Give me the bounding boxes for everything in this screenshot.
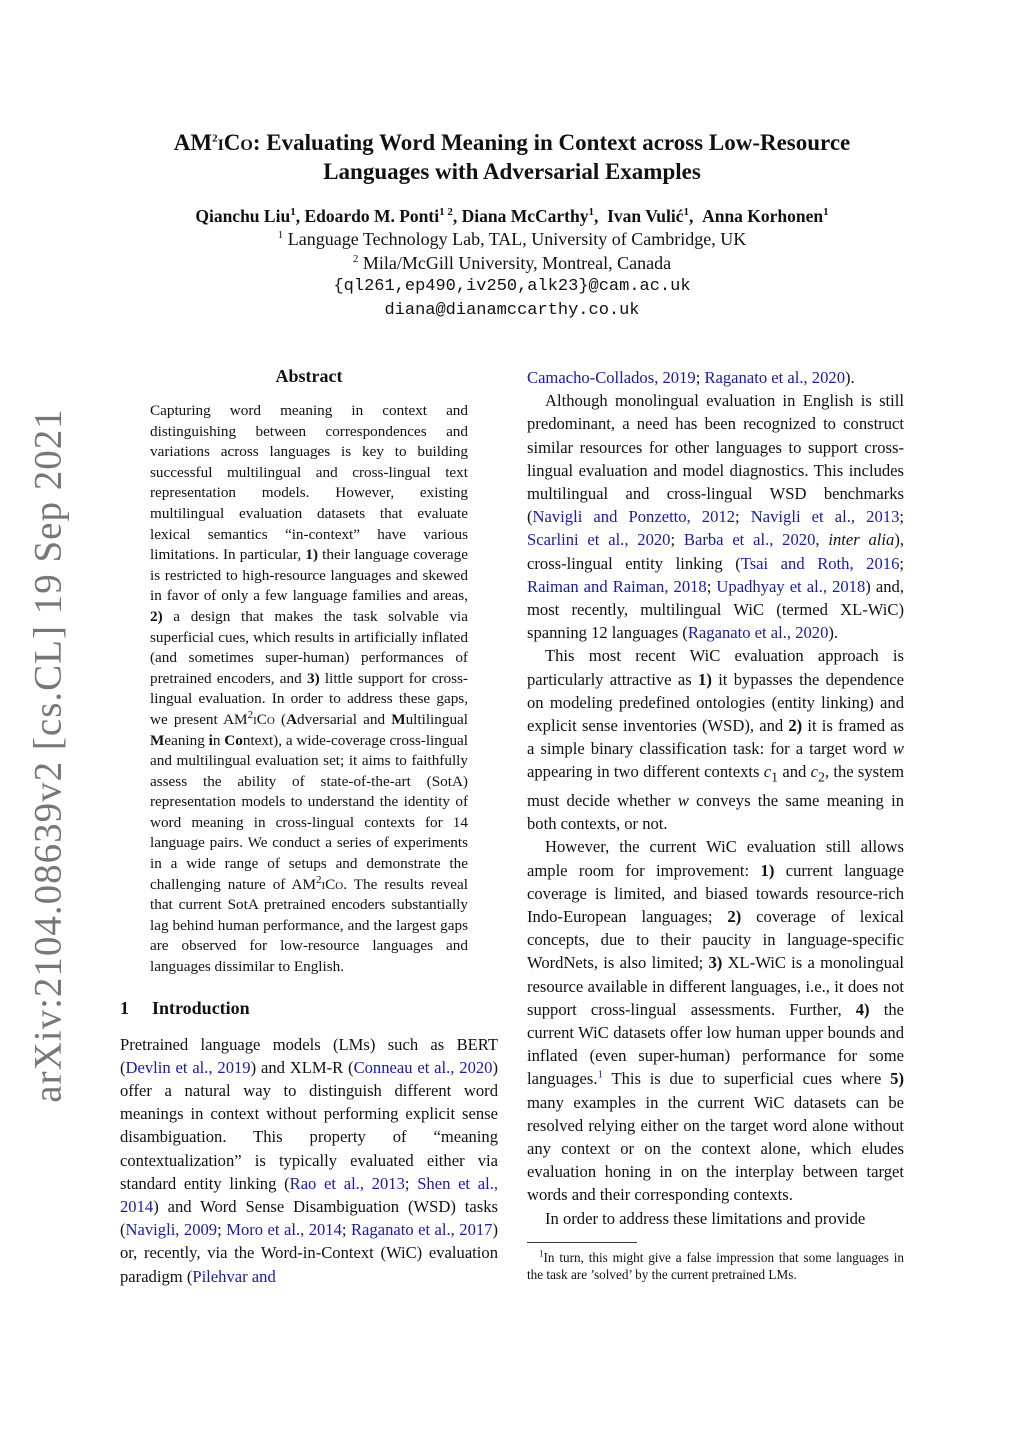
citation-link[interactable]: Navigli, 2009: [125, 1220, 218, 1240]
citation-link[interactable]: Barba et al., 2020: [683, 530, 816, 550]
abstract-heading: Abstract: [275, 366, 343, 386]
dataset-name: $AM^2iCo$:: [173, 130, 261, 155]
citation-link[interactable]: Tsai and Roth, 2016: [740, 553, 900, 573]
body-paragraph: In order to address these limitations and provide: [545, 1208, 866, 1228]
body-paragraph: This most recent WiC evaluation approach is particularly attractive as 1) it bypasses the dependence on modeling predefined ontologies (entity linking) and explicit sense inventories (WSD), and 2) it is framed as a simple binary classification task: for a target word w appearing in two different contexts $c_1$ and $c_2$, the system must decide whether w conveys the same meaning in both contexts, or not.: [527, 646, 904, 834]
citation-link[interactable]: Pilehvar and: [192, 1266, 276, 1286]
paper-header: [0, 128, 1024, 323]
body-paragraph: Pretrained language models (LMs) such as BERT (Devlin et al., 2019) and XLM-R (Conneau et al., 2020) offer a natural way to distinguish different word meanings in context without performing explicit sense disambiguation. This property of “meaning contextualization” is typically evaluated either via standard entity linking (Rao et al., 2013; Shen et al., 2014) and Word Sense Disambiguation (WSD) tasks (Navigli, 2009; Moro et al., 2014; Raganato et al., 2017) or, recently, via the Word-in-Context (WiC) evaluation paradigm (Pilehvar and: [120, 1034, 499, 1286]
author: Anna Korhonen$^1$: [702, 206, 829, 226]
right-column: [527, 366, 904, 1283]
citation-link[interactable]: Scarlini et al., 2020: [527, 530, 671, 550]
paper-title: [0, 128, 1024, 186]
author: Qianchu Liu$^1$,: [195, 206, 301, 226]
abstract-text: Capturing word meaning in context and distinguishing between correspondences and variations across languages is key to building successful multilingual and cross-lingual text representation models. However, existing multilingual evaluation datasets that evaluate lexical semantics “in-context” have various limitations. In particular, 1) their language coverage is restricted to high-resource languages and skewed in favor of only a few language families and areas, 2) a design that makes the task solvable via superficial cues, which results in artificially inflated (and sometimes super-human) performances of pretrained encoders, and 3) little support for cross-lingual evaluation. In order to address these gaps, we present $AM^2iCo$ (Adversarial and Multilingual Meaning in Context), a wide-coverage cross-lingual and multilingual evaluation set; it aims to faithfully assess the ability of state-of-the-art (SotA) representation models to understand the identity of word meaning in cross-lingual contexts for 14 language pairs. We conduct a series of experiments in a wide range of setups and demonstrate the challenging nature of $AM^2iCo$. The results reveal that current SotA pretrained encoders substantially lag behind human performance, and the largest gaps are observed for low-resource languages and languages dissimilar to English.: [150, 402, 468, 976]
footnote-divider: [527, 1242, 637, 1243]
footnote-marker[interactable]: 1: [597, 1068, 603, 1081]
section-heading: 1 Introduction: [120, 997, 250, 1018]
affiliation: $^1$ Language Technology Lab, TAL, University of Cambridge, UK: [277, 229, 747, 249]
author: Edoardo M. Ponti$^{1 2}$,: [304, 206, 458, 226]
left-column: [120, 366, 498, 1288]
email-address: {ql261,ep490,iv250,alk23}@cam.ac.uk: [333, 277, 691, 296]
author: Ivan Vulić$^1$,: [607, 206, 694, 226]
body-paragraph: Although monolingual evaluation in English is still predominant, a need has been recognized to construct similar resources for other languages to support cross-lingual evaluation and model diagnostics. This includes multilingual and cross-lingual WSD benchmarks (Navigli and Ponzetto, 2012; Navigli et al., 2013; Scarlini et al., 2020; Barba et al., 2020, inter alia), cross-lingual entity linking (Tsai and Roth, 2016; Raiman and Raiman, 2018; Upadhyay et al., 2018) and, most recently, multilingual WiC (termed XL-WiC) spanning 12 languages (Raganato et al., 2020).: [527, 391, 904, 643]
title-line-2: Languages with Adversarial Examples: [323, 159, 701, 184]
author-list: [0, 206, 1024, 227]
citation-link[interactable]: Rao et al., 2013: [289, 1173, 405, 1193]
email-address: diana@dianamccarthy.co.uk: [384, 301, 640, 320]
citation-link[interactable]: Raganato et al., 2020: [687, 623, 829, 643]
citation-link[interactable]: Moro et al., 2014: [226, 1220, 342, 1240]
citation-link[interactable]: Conneau et al., 2020: [353, 1057, 493, 1077]
affiliation: $^2$ Mila/McGill University, Montreal, Canada: [352, 253, 672, 273]
citation-link[interactable]: Shen et al., 2014: [120, 1173, 499, 1217]
footnote: $^1$In turn, this might give a false impression that some languages in the task are ’solved’ by the current pretrained LMs.: [527, 1248, 904, 1282]
citation-link[interactable]: Raiman and Raiman, 2018: [527, 576, 707, 596]
body-paragraph: Camacho-Collados, 2019; Raganato et al., 2020).: [527, 368, 855, 387]
body-paragraph: However, the current WiC evaluation still allows ample room for improvement: 1) current language coverage is limited, and biased towards resource-rich Indo-European languages; 2) coverage of lexical concepts, due to their paucity in language-specific WordNets, is also limited; 3) XL-WiC is a monolingual resource available in different languages, i.e., it does not support cross-lingual assessments. Further, 4) the current WiC datasets offer low human upper bounds and inflated (even super-human) performance for some languages.$^1$ This is due to superficial cues where 5) many examples in the current WiC datasets can be resolved relying either on the target word alone without any context or on the context alone, which eludes evaluation honing in on the interplay between target words and their corresponding contexts.: [527, 837, 904, 1205]
citation-link[interactable]: Camacho-Collados, 2019: [527, 368, 696, 387]
title-line-1: Evaluating Word Meaning in Context across Low-Resource: [266, 130, 851, 155]
citation-link[interactable]: Upadhyay et al., 2018: [716, 576, 866, 596]
arxiv-identifier: arXiv:2104.08639v2 [cs.CL] 19 Sep 2021: [26, 407, 70, 1103]
citation-link[interactable]: Navigli and Ponzetto, 2012: [532, 507, 736, 527]
citation-link[interactable]: Devlin et al., 2019: [125, 1057, 251, 1077]
arxiv-side-stamp: [26, 407, 70, 1103]
citation-link[interactable]: Raganato et al., 2017: [350, 1220, 493, 1240]
citation-link[interactable]: Raganato et al., 2020: [704, 368, 845, 387]
author: Diana McCarthy$^1$,: [461, 206, 599, 226]
citation-link[interactable]: Navigli et al., 2013: [750, 507, 900, 527]
